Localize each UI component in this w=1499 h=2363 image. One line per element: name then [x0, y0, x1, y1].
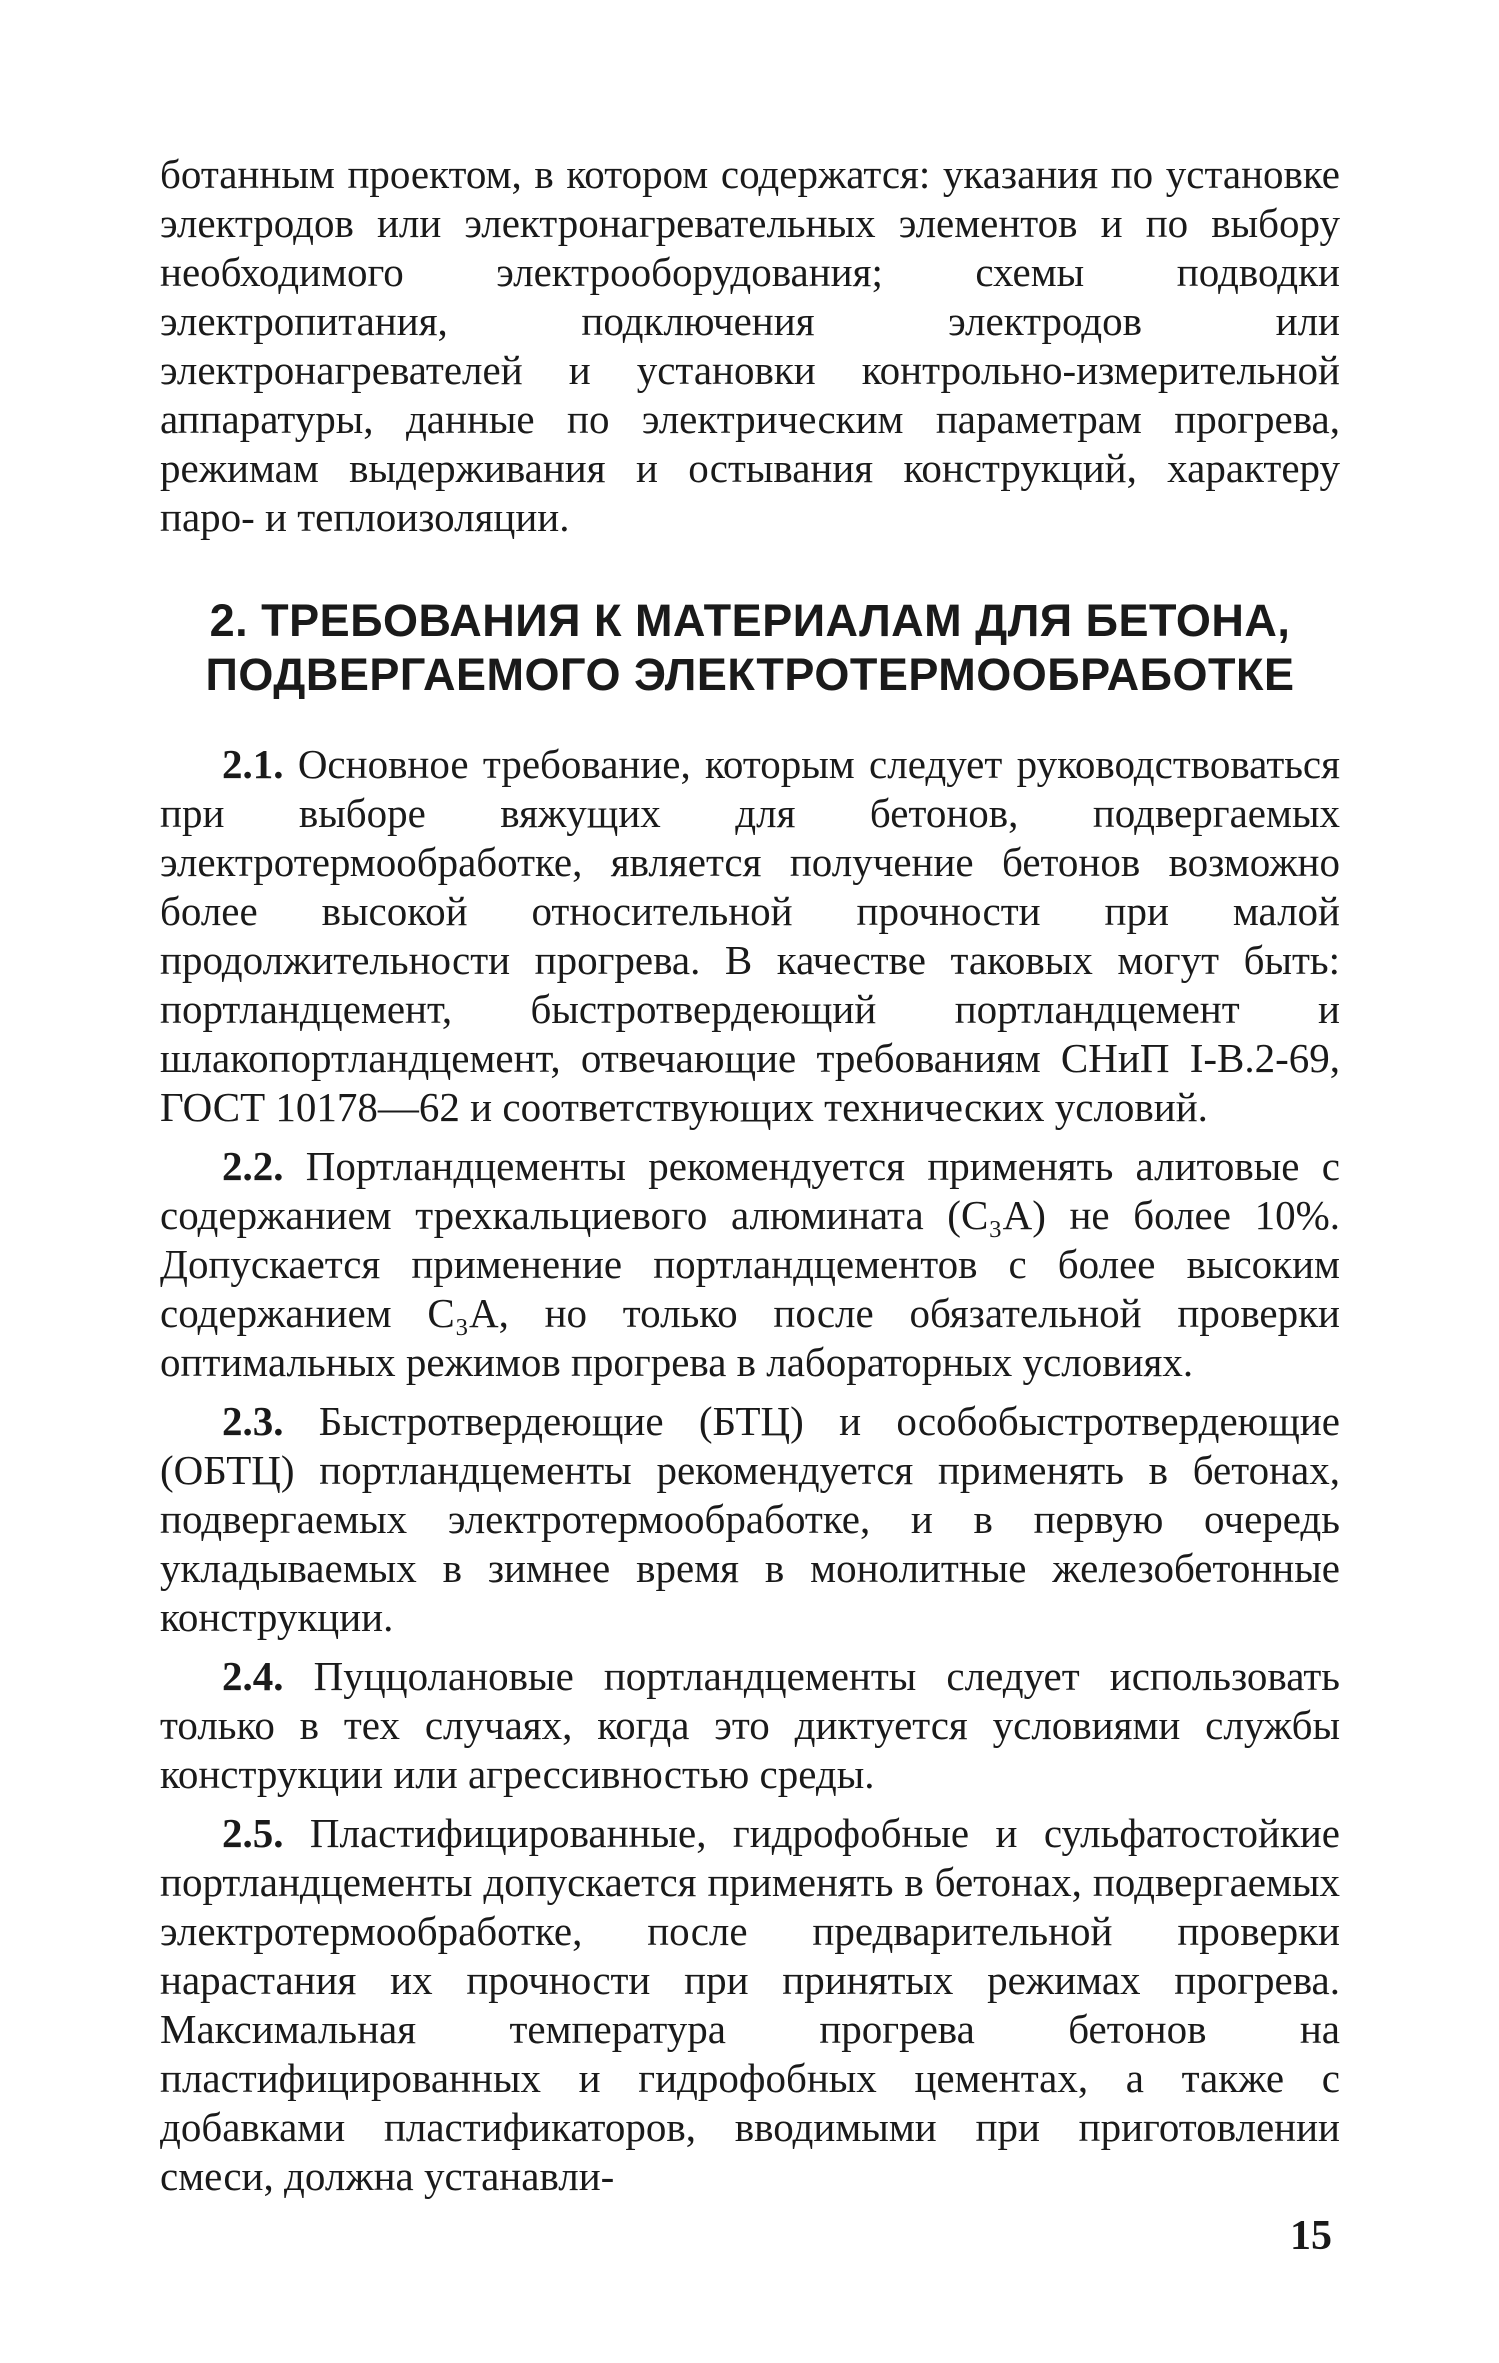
section-number: 2.1.: [222, 741, 284, 787]
section-text: Основное требование, которым следует руководствоваться при выборе вяжущих для бетонов, подвергаемых электротермообработке, является получение бетонов возможно более высокой относительной прочности при малой продолжительности прогрева. В качестве таковых могут быть: портландцемент, быстротвердеющий портландцемент и шлакопортландцемент, отвечающие требованиям СНиП I-В.2-69, ГОСТ 10178—62 и соответствующих технических условий.: [160, 741, 1340, 1130]
section-2-2: [160, 1142, 1340, 1387]
heading-line-1: 2. ТРЕБОВАНИЯ К МАТЕРИАЛАМ ДЛЯ БЕТОНА,: [209, 595, 1291, 646]
section-text: Пуццолановые портландцементы следует использовать только в тех случаях, когда это диктуется условиями службы конструкции или агрессивностью среды.: [160, 1653, 1340, 1797]
section-text: Портландцементы рекомендуется применять алитовые с содержанием трехкальциевого алюмината (C₃A) не более 10%. Допускается применение портландцементов с более высоким содержанием C₃A, но только после обязательной проверки оптимальных режимов прогрева в лабораторных условиях.: [160, 1143, 1340, 1385]
section-2-1: [160, 740, 1340, 1132]
section-number: 2.5.: [222, 1810, 284, 1856]
section-text: Пластифицированные, гидрофобные и сульфатостойкие портландцементы допускается применять в бетонах, подвергаемых электротермообработке, после предварительной проверки нарастания их прочности при принятых режимах прогрева. Максимальная температура прогрева бетонов на пластифицированных и гидрофобных цементах, а также с добавками пластификаторов, вводимыми при приготовлении смеси, должна устанавли-: [160, 1810, 1341, 2199]
section-number: 2.3.: [222, 1398, 284, 1444]
section-2-4: [160, 1652, 1340, 1799]
section-number: 2.4.: [222, 1653, 284, 1699]
intro-paragraph: ботанным проектом, в котором содержатся: указания по установке электродов или электронагревательных элементов и по выбору необходимого электрооборудования; схемы подводки электропитания, подключения электродов или электронагревателей и установки контрольно-измерительной аппаратуры, данные по электрическим параметрам прогрева, режимам выдерживания и остывания конструкций, характеру паро- и теплоизоляции.: [160, 151, 1340, 540]
section-2-5: [160, 1809, 1340, 2201]
heading-line-2: ПОДВЕРГАЕМОГО ЭЛЕКТРОТЕРМООБРАБОТКЕ: [205, 649, 1295, 700]
section-2-3: [160, 1397, 1340, 1642]
section-text: Быстротвердеющие (БТЦ) и особобыстротвердеющие (ОБТЦ) портландцементы рекомендуется применять в бетонах, подвергаемых электротермообработке, и в первую очередь укладываемых в зимнее время в монолитные железобетонные конструкции.: [160, 1398, 1340, 1640]
section-number: 2.2.: [222, 1143, 284, 1189]
section-heading: [160, 594, 1340, 702]
page-number: 15: [1290, 2213, 1332, 2259]
document-page: [160, 150, 1340, 2211]
